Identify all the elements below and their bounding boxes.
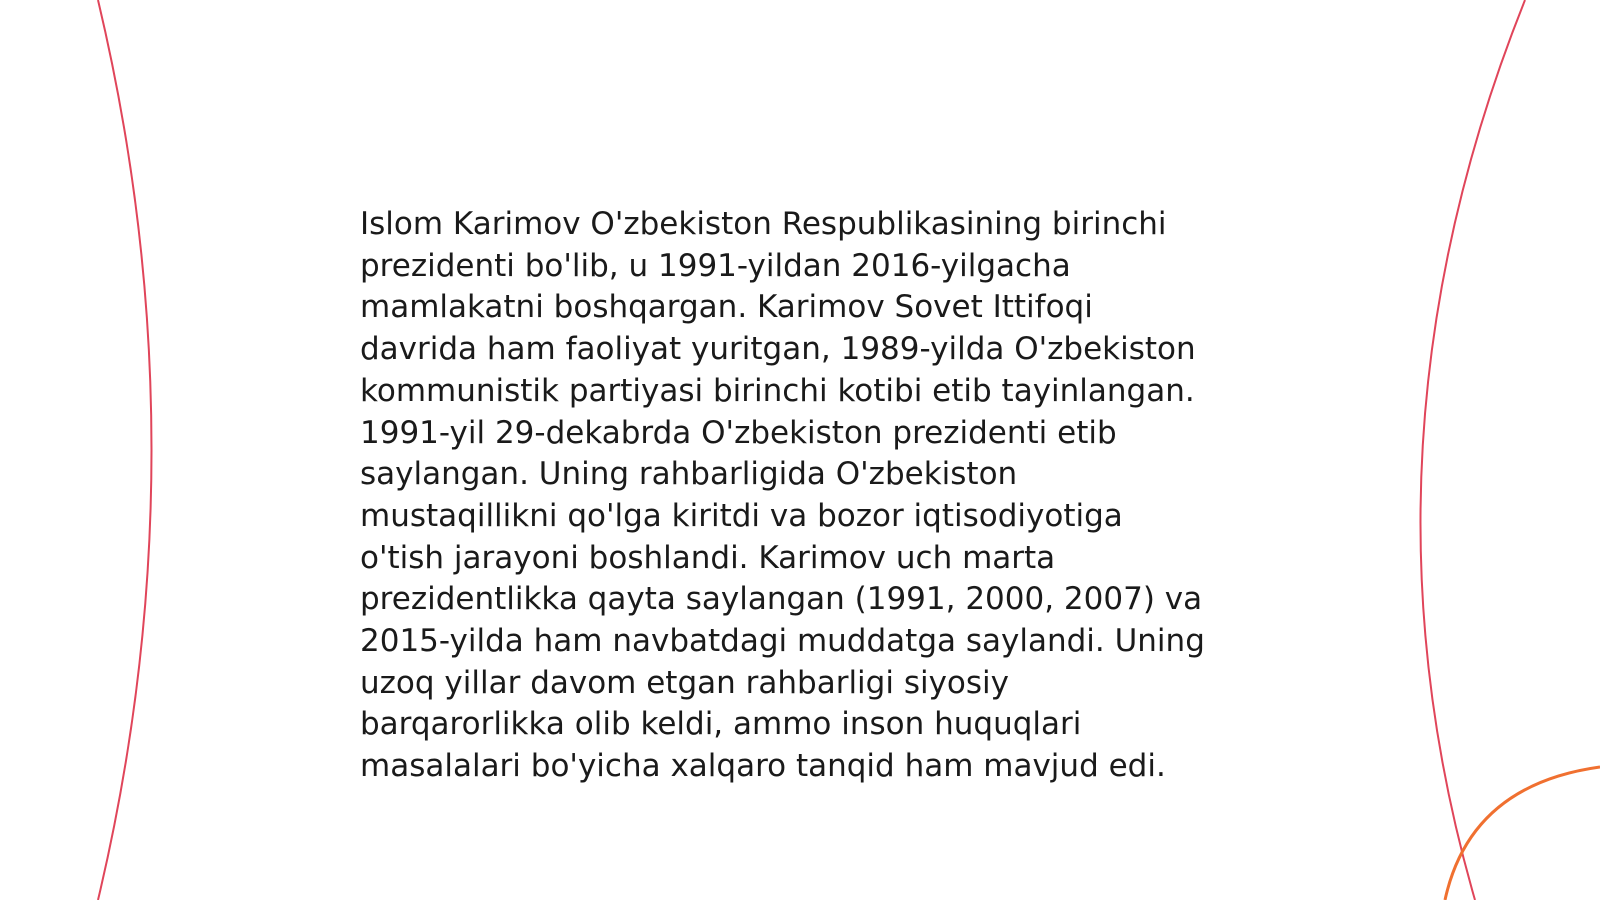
left-curve [98,0,152,900]
right-curve [1420,0,1525,900]
slide-body-text: Islom Karimov O'zbekiston Respublikasining birinchi prezidenti bo'lib, u 1991-yildan 2016-yilgacha mamlakatni boshqargan. Karimov Sovet Ittifoqi davrida ham faoliyat yuritgan, 1989-yilda O'zbekiston kommunistik partiyasi birinchi kotibi etib tayinlangan. 1991-yil 29-dekabrda O'zbekiston prezidenti etib saylangan. Uning rahbarligida O'zbekiston mustaqillikni qo'lga kiritdi va bozor iqtisodiyotiga o'tish jarayoni boshlandi. Karimov uch marta prezidentlikka qayta saylangan (1991, 2000, 2007) va 2015-yilda ham navbatdagi muddatga saylandi. Uning uzoq yillar davom etgan rahbarligi siyosiy barqarorlikka olib keldi, ammo inson huquqlari masalalari bo'yicha xalqaro tanqid ham mavjud edi. [360,206,1205,785]
corner-arc [1445,767,1600,900]
